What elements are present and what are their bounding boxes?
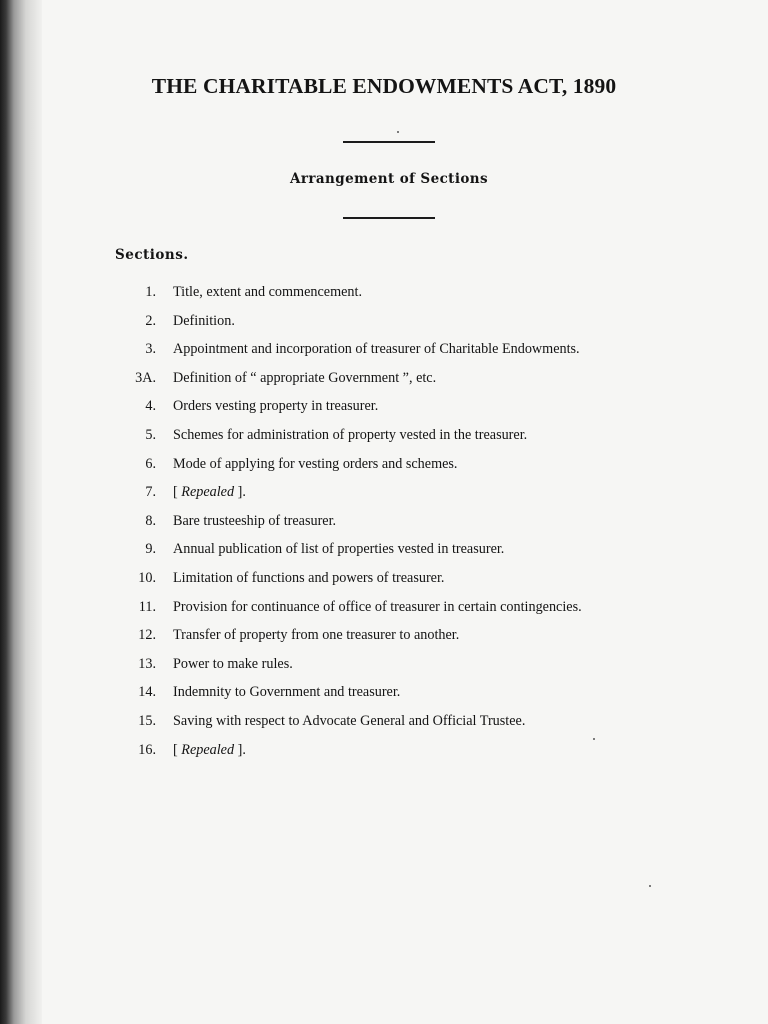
section-title: Bare trusteeship of treasurer. — [173, 512, 337, 529]
section-number: 14. — [138, 684, 156, 701]
section-title: Title, extent and commencement. — [173, 284, 362, 300]
section-title: Definition of “ appropriate Government ”, etc. — [173, 369, 437, 386]
arrangement-heading: Arrangement of Sections — [290, 171, 488, 187]
title-divider — [343, 141, 435, 143]
section-number: 7. — [145, 484, 156, 501]
section-entry — [0, 541, 768, 570]
section-number: 12. — [138, 627, 156, 644]
section-number: 16. — [138, 741, 156, 758]
section-title: Appointment and incorporation of treasurer of Charitable Endowments. — [173, 341, 580, 358]
section-entry — [0, 513, 768, 542]
section-title: Saving with respect to Advocate General and Official Trustee. — [173, 712, 526, 729]
section-number: 4. — [145, 398, 156, 415]
section-entry — [0, 398, 768, 427]
section-number: 13. — [138, 655, 156, 672]
act-title: THE CHARITABLE ENDOWMENTS ACT, 1890 — [151, 74, 617, 98]
section-entry — [0, 427, 768, 456]
section-title: Mode of applying for vesting orders and schemes. — [173, 455, 458, 472]
section-title: [ Repealed ]. — [173, 484, 246, 501]
section-title: Orders vesting property in treasurer. — [173, 398, 379, 415]
section-title: Limitation of functions and powers of treasurer. — [173, 569, 445, 586]
section-number: 5. — [145, 426, 156, 443]
scan-speck — [649, 885, 651, 887]
section-entry — [0, 656, 768, 685]
sections-heading: Sections. — [115, 247, 189, 263]
section-title: Provision for continuance of office of treasurer in certain contingencies. — [173, 598, 582, 615]
section-number: 1. — [145, 284, 156, 300]
section-title: Transfer of property from one treasurer to another. — [173, 627, 460, 644]
section-entry — [0, 627, 768, 656]
section-entry — [0, 456, 768, 485]
section-title: Annual publication of list of properties vested in treasurer. — [173, 541, 505, 558]
section-number: 11. — [138, 598, 156, 615]
section-title: Indemnity to Government and treasurer. — [173, 684, 401, 701]
section-entry — [0, 370, 768, 399]
section-title: Schemes for administration of property vested in the treasurer. — [173, 426, 528, 443]
subtitle-divider — [343, 217, 435, 219]
section-number: 2. — [145, 312, 156, 329]
section-entry — [0, 713, 768, 742]
section-title: Power to make rules. — [173, 655, 293, 672]
sections-list — [0, 284, 768, 770]
section-title: [ Repealed ]. — [173, 741, 246, 758]
scan-speck — [593, 738, 595, 740]
section-number: 10. — [138, 569, 156, 586]
section-number: 9. — [145, 541, 156, 558]
section-number: 6. — [145, 455, 156, 472]
section-entry — [0, 313, 768, 342]
section-entry — [0, 341, 768, 370]
section-entry — [0, 742, 768, 771]
section-title: Definition. — [173, 312, 235, 329]
section-number: 8. — [145, 512, 156, 529]
section-number: 3. — [145, 341, 156, 358]
section-number: 15. — [138, 712, 156, 729]
section-entry — [0, 684, 768, 713]
section-entry — [0, 484, 768, 513]
scan-speck — [397, 131, 399, 133]
section-entry — [0, 570, 768, 599]
section-entry — [0, 599, 768, 628]
section-entry — [0, 284, 768, 313]
section-number: 3A. — [135, 369, 156, 386]
